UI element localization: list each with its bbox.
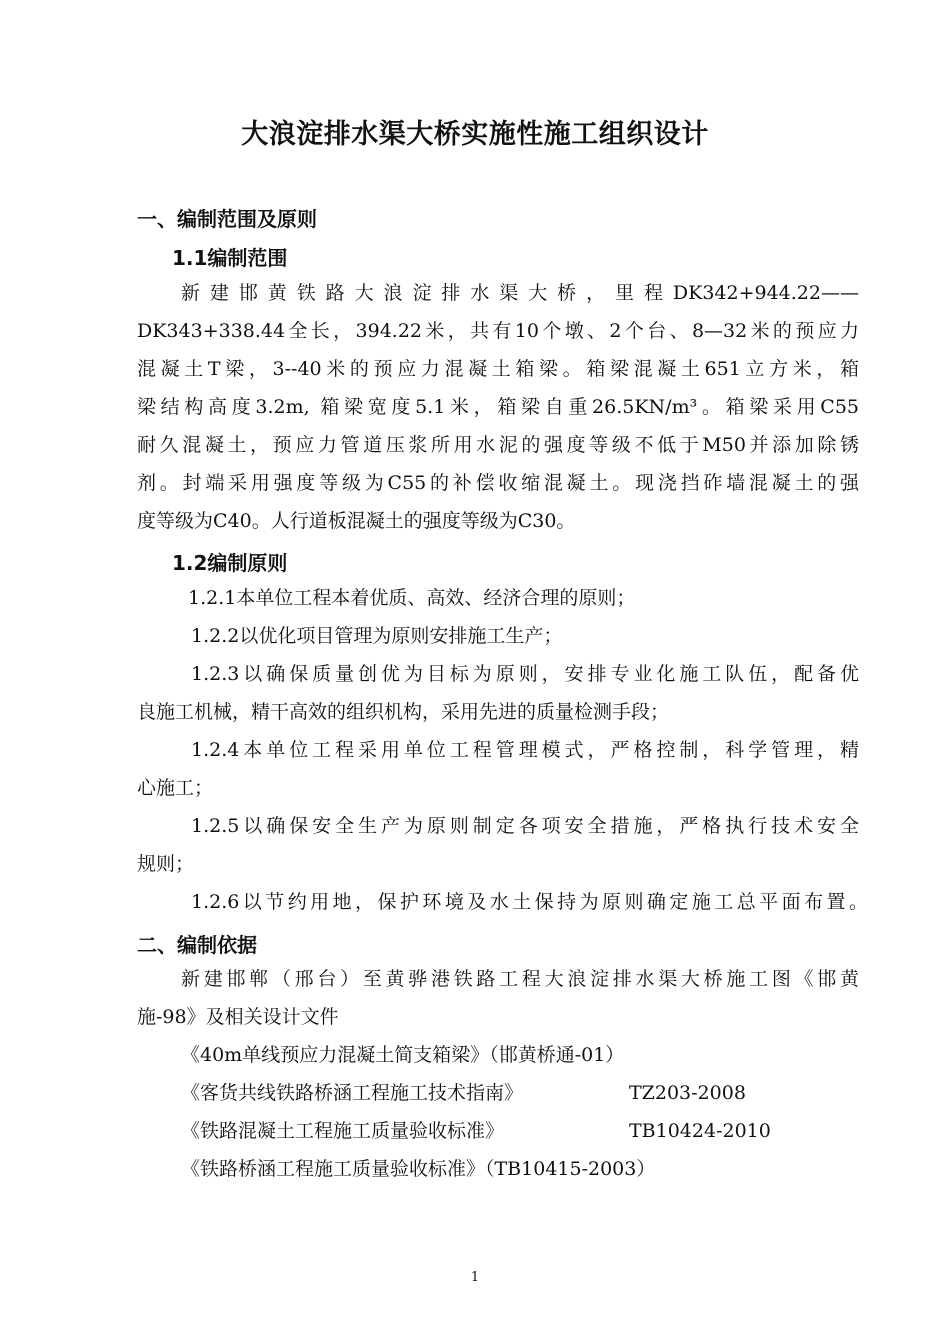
paragraph-line: 新 建 邯 黄 铁 路 大 浪 淀 排 水 渠 大 桥 ， 里 程 DK342+944.22——: [181, 282, 859, 304]
principle-item: 1.2.4本单位工程采用单位工程管理模式，严格控制，科学管理，精: [191, 739, 859, 761]
section-1-2-heading: 1.2编制原则: [172, 551, 288, 575]
reference-name: 《客货共线铁路桥涵工程施工技术指南》: [181, 1082, 524, 1104]
paragraph-line: 耐久混凝土，预应力管道压浆所用水泥的强度等级不低于M50并添加除锈: [137, 434, 859, 456]
section-2-heading: 二、编制依据: [137, 933, 257, 957]
paragraph-line: 剂。封端采用强度等级为C55的补偿收缩混凝土。现浇挡砟墙混凝土的强: [137, 472, 859, 494]
paragraph-line: 新建邯郸（邢台）至黄骅港铁路工程大浪淀排水渠大桥施工图《邯黄: [181, 968, 859, 990]
section-1-1-heading: 1.1编制范围: [172, 246, 288, 270]
principle-item: 1.2.5以确保安全生产为原则制定各项安全措施，严格执行技术安全: [191, 815, 859, 837]
paragraph-line: DK343+338.44全长，394.22米，共有10个墩、2个台、8—32米的预应力: [137, 320, 859, 342]
paragraph-line: 度等级为C40。人行道板混凝土的强度等级为C30。: [137, 510, 576, 532]
principle-item-cont: 规则；: [137, 853, 195, 875]
reference-code: TZ203-2008: [629, 1082, 746, 1104]
paragraph-line: 施-98》及相关设计文件: [137, 1006, 339, 1028]
reference-name: 《铁路混凝土工程施工质量验收标准》: [181, 1120, 505, 1142]
principle-item: 1.2.3以确保质量创优为目标为原则，安排专业化施工队伍，配备优: [191, 663, 859, 685]
paragraph-line: 梁结构高度3.2m, 箱梁宽度5.1米，箱梁自重26.5KN/m³。箱梁采用C55: [137, 396, 859, 418]
reference-name: 《40m单线预应力混凝土简支箱梁》（邯黄桥通-01）: [181, 1044, 625, 1066]
principle-item-cont: 良施工机械，精干高效的组织机构，采用先进的质量检测手段；: [137, 701, 670, 723]
document-title: 大浪淀排水渠大桥实施性施工组织设计: [241, 119, 709, 150]
principle-item: 1.2.2以优化项目管理为原则安排施工生产；: [191, 625, 563, 647]
paragraph-line: 混凝土T梁，3--40米的预应力混凝土箱梁。箱梁混凝土651立方米，箱: [137, 358, 859, 380]
principle-item: 1.2.1本单位工程本着优质、高效、经济合理的原则；: [188, 587, 636, 609]
reference-code: TB10424-2010: [629, 1120, 771, 1142]
reference-name: 《铁路桥涵工程施工质量验收标准》（TB10415-2003）: [181, 1158, 656, 1180]
principle-item-cont: 心施工；: [137, 777, 214, 799]
section-1-heading: 一、编制范围及原则: [137, 207, 317, 231]
principle-item: 1.2.6以节约用地，保护环境及水土保持为原则确定施工总平面布置。: [191, 891, 868, 913]
page-number: 1: [470, 1270, 480, 1285]
